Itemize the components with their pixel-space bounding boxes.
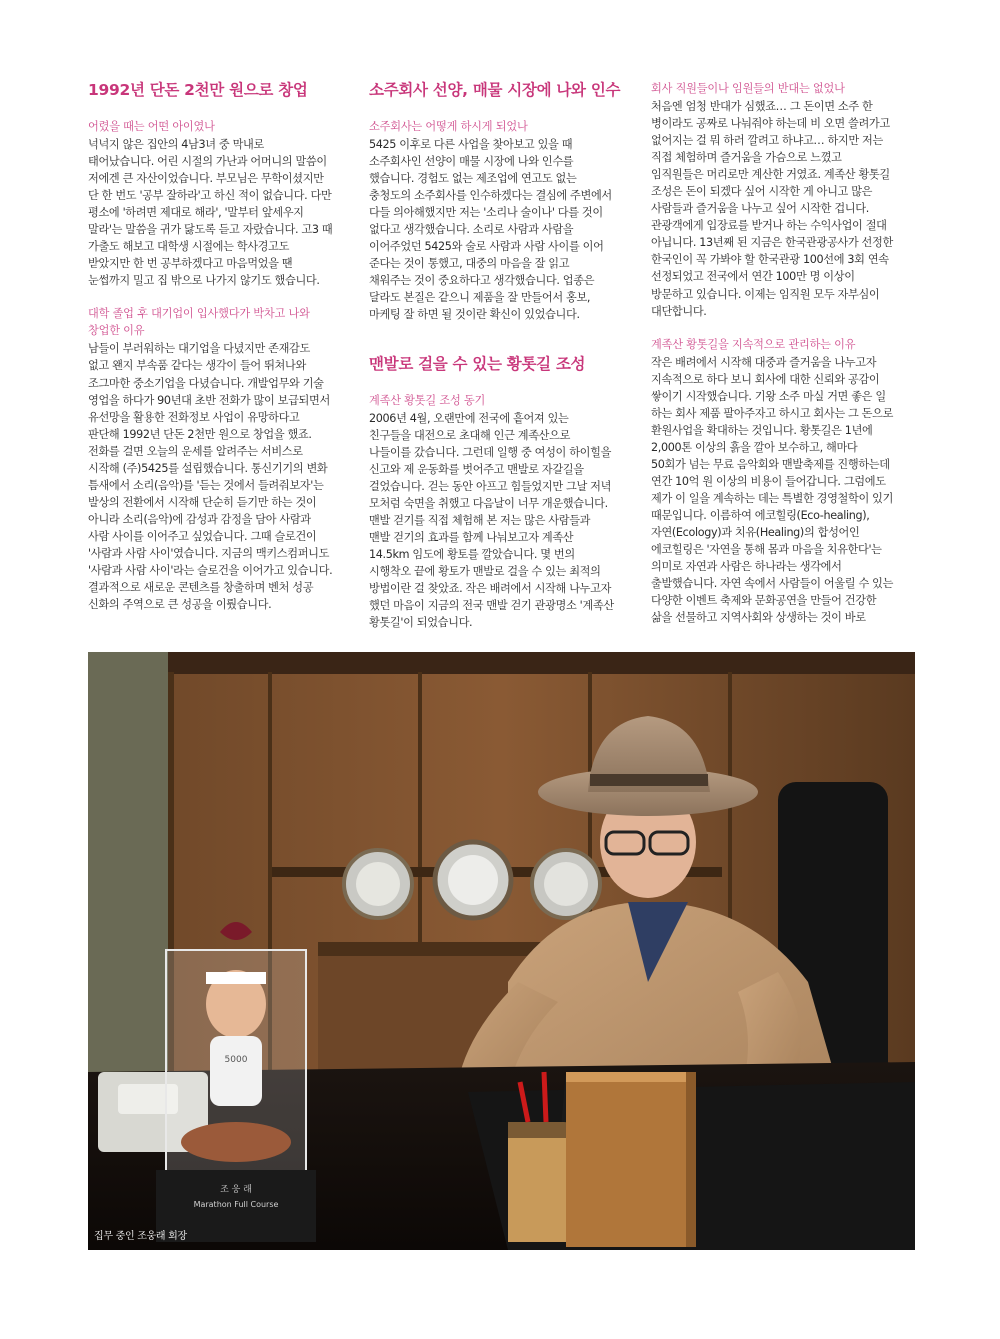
answer-employee-opposition: 처음엔 엄청 반대가 심했죠… 그 돈이면 소주 한 병이라도 공짜로 나눠줘야 하는데 비 오면 쓸려가고 없어지는 걸 뭐 하러 깔려고 하냐고… 하지만 저는 직접 체험하며 즐거움을 가슴으로 느꼈고 임직원들은 머리로만 계산한 거였죠. 계족산 황톳길 조성은 돈이 되겠다 싶어 시작한 게 아니고 많은 사람들과 즐거움을 나누고 싶어 시작한 겁니다. 관광객에게 입장료를 받거나 하는 수익사업이 절대 아닙니다. 13년째 된 지금은 한국관광공사가 선정한 한국인이 꼭 가봐야 할 한국관광 100선에 3회 연속 선정되었고 전국에서 연간 100만 명 이상이 방문하고 있습니다. 이제는 임직원 모두 자부심이 대단합니다. bbox=[651, 100, 893, 318]
section-heading-founding: 1992년 단돈 2천만 원으로 창업 bbox=[88, 81, 308, 99]
section-heading-red-clay-trail: 맨발로 걸을 수 있는 황톳길 조성 bbox=[369, 354, 586, 373]
article-column-3 bbox=[651, 80, 911, 626]
article-column-1 bbox=[88, 80, 348, 613]
answer-childhood: 넉넉지 않은 집안의 4남3녀 중 막내로 태어났습니다. 어린 시절의 가난과 어머니의 말씀이 저에겐 큰 자산이었습니다. 부모님은 무학이셨지만 단 한 번도 '공부 잘하라'고 하신 적이 없습니다. 다만 평소에 '하려면 제대로 해라', '말부터 앞세우지 말라'는 말씀을 귀가 닳도록 듣고 자랐습니다. 고3 때 가출도 해보고 대학생 시절에는 학사경고도 받았지만 한 번 공부하겠다고 마음먹었을 땐 눈썹까지 밀고 집 밖으로 나가지 않기도 했습니다. bbox=[88, 138, 333, 288]
answer-leaving-corporate: 남들이 부러워하는 대기업을 다녔지만 존재감도 없고 왠지 부속품 같다는 생각이 들어 뛰쳐나와 조그마한 중소기업을 다녔습니다. 개발업무와 기술 영업을 하다가 90년대 초반 전화가 많이 보급되면서 유선망을 활용한 전화정보 사업이 유망하다고 판단해 1992년 단돈 2천만 원으로 창업을 했죠. 전화를 걸면 오늘의 운세를 알려주는 서비스로 시작해 (주)5425를 설립했습니다. 통신기기의 변화 틈새에서 소리(음악)를 '듣는 것에서 들려줘보자'는 발상의 전환에서 시작해 단순히 듣기만 하는 것이 아니라 소리(음악)에 감성과 감정을 담아 사람과 사람 사이를 이어주고 싶었습니다. 그때 슬로건이 '사람과 사람 사이'였습니다. 지금의 맥키스컴퍼니도 '사람과 사람 사이'라는 슬로건을 이어가고 있습니다. 결과적으로 새로운 콘텐츠를 창출하며 벤처 성공 신화의 주역으로 큰 성공을 이뤘습니다. bbox=[88, 342, 333, 612]
answer-soju-company: 5425 이후로 다른 사업을 찾아보고 있을 때 소주회사인 선양이 매물 시장에 나와 인수를 했습니다. 경험도 없는 제조업에 연고도 없는 충청도의 소주회사를 인수하겠다는 결심에 주변에서 다들 의아해했지만 저는 '소리나 술이나' 다를 것이 없다고 생각했습니다. 소리로 사람과 사람을 이어주었던 5425와 술로 사람과 사람 사이를 이어 준다는 것이 통했고, 대중의 마음을 잘 읽고 채워주는 것이 중요하다고 생각했습니다. 업종은 달라도 본질은 같으니 제품을 잘 만들어서 홍보, 마케팅 잘 하면 될 것이란 확신이 있었습니다. bbox=[369, 138, 612, 322]
question-employee-opposition: 회사 직원들이나 임원들의 반대는 없었나 bbox=[651, 82, 845, 95]
figurine-name: 조 웅 래 bbox=[220, 1185, 252, 1195]
question-trail-motivation: 계족산 황톳길 조성 동기 bbox=[369, 393, 486, 407]
answer-trail-motivation: 2006년 4월, 오랜만에 전국에 흩어져 있는 친구들을 대전으로 초대해 인근 계족산으로 나들이를 갔습니다. 그런데 일행 중 여성이 하이힐을 신고와 제 운동화를 벗어주고 맨발로 자갈길을 걸었습니다. 걷는 동안 아프고 힘들었지만 그날 저녁 모처럼 숙면을 취했고 다음날이 너무 개운했습니다. 맨발 걷기를 직접 체험해 본 저는 많은 사람들과 맨발 걷기의 효과를 함께 나눠보고자 계족산 14.5km 임도에 황토를 깔았습니다. 몇 번의 시행착오 끝에 황토가 맨발로 걸을 수 있는 최적의 방법이란 걸 찾았죠. 작은 배려에서 시작해 나누고자 했던 마음이 지금의 전국 맨발 걷기 관광명소 '계족산 황톳길'이 되었습니다. bbox=[369, 411, 614, 630]
office-photo-illustration bbox=[88, 652, 915, 1250]
question-leaving-corporate: 대학 졸업 후 대기업이 입사했다가 박차고 나와 창업한 이유 bbox=[88, 307, 310, 338]
office-photo bbox=[88, 652, 915, 1250]
question-childhood: 어렸을 때는 어떤 아이였나 bbox=[88, 120, 215, 133]
question-soju-company: 소주회사는 어떻게 하시게 되었나 bbox=[369, 120, 528, 133]
section-heading-soju-acquisition: 소주회사 선양, 매물 시장에 나와 인수 bbox=[369, 81, 621, 99]
figurine-badge: 5000 bbox=[224, 1055, 248, 1065]
answer-trail-maintenance: 작은 배려에서 시작해 대중과 즐거움을 나누고자 지속적으로 하다 보니 회사에 대한 신뢰와 공감이 쌓이기 시작했습니다. 기왕 소주 마실 거면 좋은 일 하는 회사 제품 팔아주자고 하시고 회사는 그 돈으로 환원사업을 확대하는 것입니다. 황톳길은 1년에 2,000톤 이상의 흙을 깔아 보수하고, 해마다 50회가 넘는 무료 음악회와 맨발축제를 진행하는데 연간 10억 원 이상의 비용이 들어갑니다. 그럼에도 제가 이 일을 계속하는 데는 특별한 경영철학이 있기 때문입니다. 이름하여 에코힐링(Eco-healing), 자연(Ecology)과 치유(Healing)의 합성어인 에코힐링은 '자연을 통해 몸과 마음을 치유한다'는 의미로 자연과 사람은 하나라는 생각에서 출발했습니다. 자연 속에서 사람들이 어울릴 수 있는 다양한 이벤트 축제와 문화공연을 만들어 건강한 삶을 선물하고 지역사회와 상생하는 것이 바로 bbox=[651, 355, 894, 625]
question-trail-maintenance: 계족산 황톳길을 지속적으로 관리하는 이유 bbox=[651, 337, 856, 351]
article-column-2 bbox=[369, 80, 629, 631]
photo-caption: 집무 중인 조웅래 회장 bbox=[94, 1231, 187, 1242]
figurine-title: Marathon Full Course bbox=[193, 1200, 279, 1209]
